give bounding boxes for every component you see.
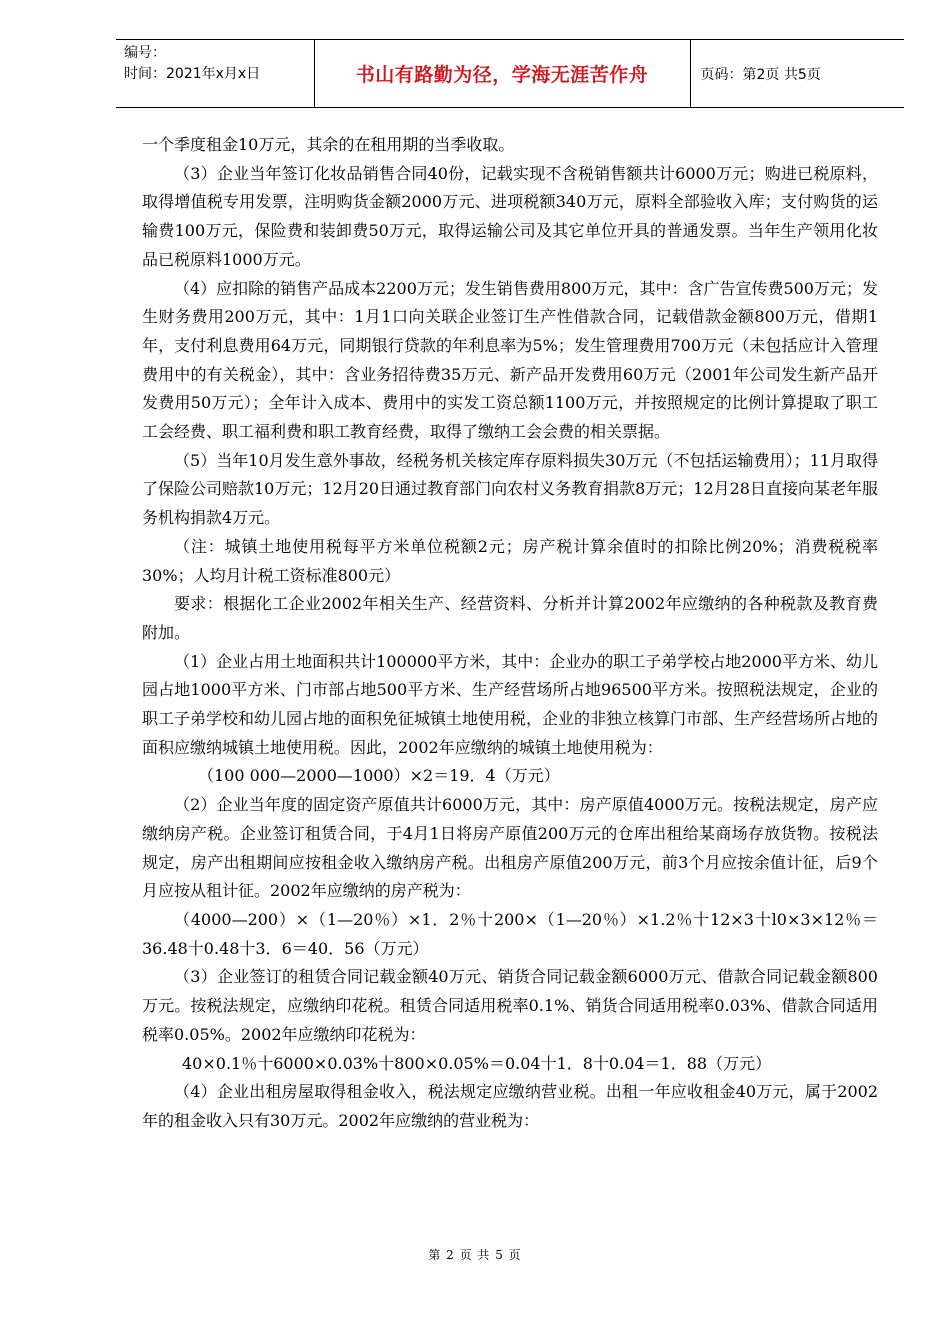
header-motto-cell [314,40,690,108]
paragraph: （3）企业当年签订化妆品销售合同40份，记载实现不含税销售额共计6000万元；购进已税原料，取得增值税专用发票，注明购货金额2000万元、进项税额340万元，原料全部验收入库；支付购货的运输费100万元，保险费和装卸费50万元，取得运输公司及其它单位开具的普通发票。当年生产领用化妆品已税原料1000万元。 [142,163,878,269]
document-time-label: 时间：2021年x月x日 [124,66,261,82]
note-paragraph: （注：城镇土地使用税每平方米单位税额2元；房产税计算余值时的扣除比例20%；消费税税率30%；人均月计税工资标准800元） [142,536,878,585]
requirement-paragraph: 要求：根据化工企业2002年相关生产、经营资料、分析并计算2002年应缴纳的各种税款及教育费附加。 [142,594,878,642]
page-header [116,39,904,108]
paragraph: （2）企业当年度的固定资产原值共计6000万元，其中：房产原值4000万元。按税法规定，房产应缴纳房产税。企业签订租赁合同，于4月1日将房产原值200万元的仓库出租给某商场存放货物。按税法规定，房产出租期间应按租金收入缴纳房产税。出租房产原值200万元，前3个月应按余值计征，后9个月应按从租计征。2002年应缴纳的房产税为： [142,795,878,901]
header-left-cell [116,40,314,108]
page-footer: 第 2 页 共 5 页 [428,1248,522,1262]
paragraph: （4）应扣除的销售产品成本2200万元；发生销售费用800万元，其中：含广告宣传费500万元；发生财务费用200万元，其中：1月1口向关联企业签订生产性借款合同，记载借款金额800万元，借期1年，支付利息费用64万元，同期银行贷款的年利息率为5%；发生管理费用700万元（未包括应计入管理费用中的有关税金），其中：含业务招待费35万元、新产品开发费用60万元（2001年公司发生新产品开发费用50万元）；全年计入成本、费用中的实发工资总额1100万元，并按照规定的比例计算提取了职工工会经费、职工福利费和职工教育经费，取得了缴纳工会会费的相关票据。 [142,278,878,442]
formula-line: （100 000—2000—1000）×2＝19．4（万元） [198,766,560,786]
document-number-label: 编号： [124,45,166,61]
header-motto: 书山有路勤为径，学海无涯苦作舟 [355,64,649,86]
document-body [142,131,878,1136]
header-page-cell [690,40,904,108]
paragraph: （3）企业签订的租赁合同记载金额40万元、销货合同记载金额6000万元、借款合同记载金额800万元。按税法规定，应缴纳印花税。租赁合同适用税率0.1%、销货合同适用税率0.03%、借款合同适用税率0.05%。2002年应缴纳印花税为： [142,967,878,1044]
formula-line: （4000—200）×（1—20％）×1．2％十200×（1—20％）×1.2％十12×3十l0×3×12％＝36.48十0.48十3．6＝40．56（万元） [142,909,878,958]
paragraph: （4）企业出租房屋取得租金收入，税法规定应缴纳营业税。出租一年应收租金40万元，属于2002年的租金收入只有30万元。2002年应缴纳的营业税为： [142,1082,878,1130]
paragraph: （5）当年10月发生意外事故，经税务机关核定库存原料损失30万元（不包括运输费用）；11月取得了保险公司赔款10万元；12月20日通过教育部门向农村义务教育捐款8万元；12月28日直接向某老年服务机构捐款4万元。 [142,450,878,528]
paragraph: （1）企业占用土地面积共计100000平方米，其中：企业办的职工子弟学校占地2000平方米、幼儿园占地1000平方米、门市部占地500平方米、生产经营场所占地96500平方米。按照税法规定，企业的职工子弟学校和幼儿园占地的面积免征城镇土地使用税，企业的非独立核算门市部、生产经营场所占地的面积应缴纳城镇土地使用税。因此，2002年应缴纳的城镇土地使用税为： [142,651,879,757]
formula-line: 40×0.1％十6000×0.03%十800×0.05%＝0.04十1．8十0.04＝1．88（万元） [182,1053,772,1073]
paragraph: 一个季度租金10万元，其余的在租用期的当季收取。 [142,135,515,154]
header-page-label: 页码：第2页 共5页 [700,66,821,83]
